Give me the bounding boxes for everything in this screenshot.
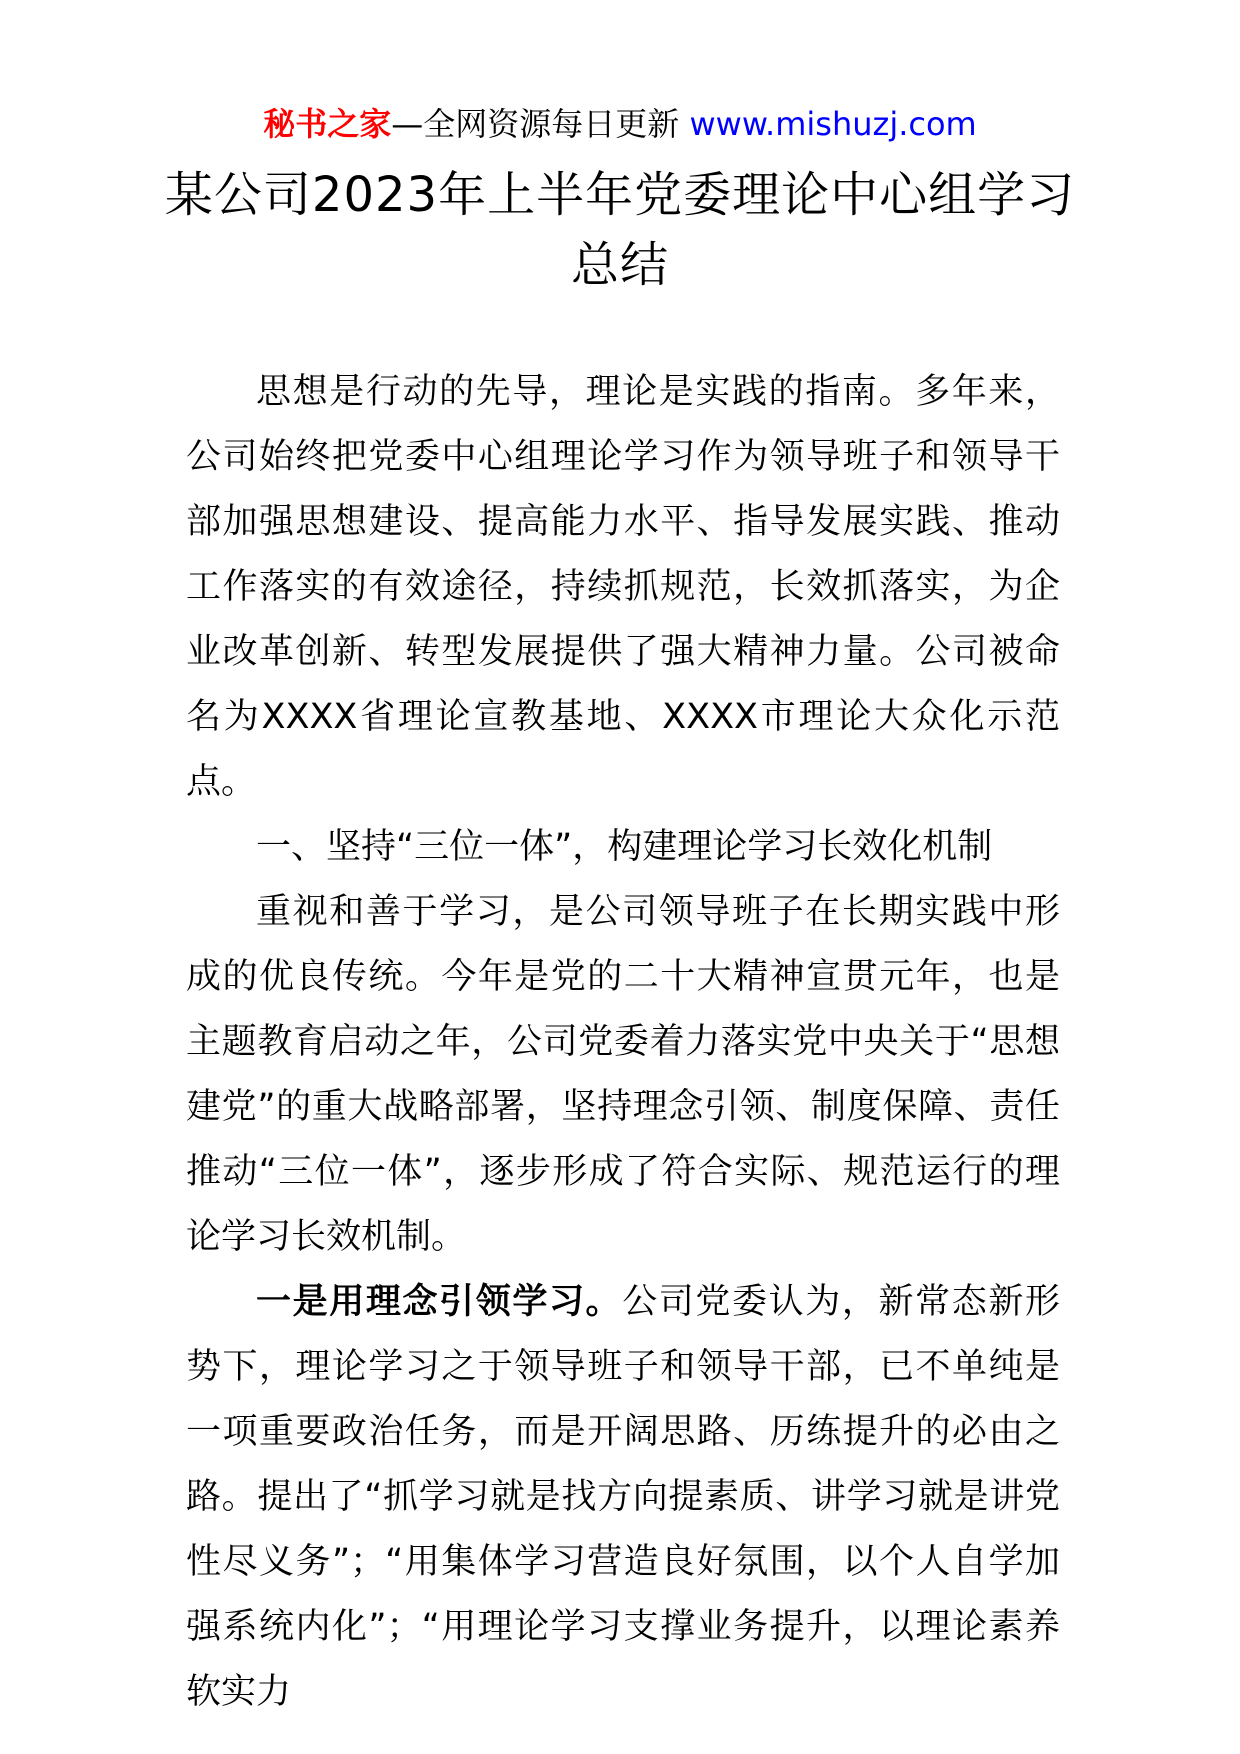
watermark-header <box>0 100 1240 148</box>
intro-paragraph: 思想是行动的先导，理论是实践的指南。多年来，公司始终把党委中心组理论学习作为领导班子和领导干部加强思想建设、提高能力水平、指导发展实践、推动工作落实的有效途径，持续抓规范，长效抓落实，为企业改革创新、转型发展提供了强大精神力量。公司被命名为XXXX省理论宣教基地、XXXX市理论大众化示范点。 <box>186 372 1060 802</box>
section-1-paragraph: 重视和善于学习，是公司领导班子在长期实践中形成的优良传统。今年是党的二十大精神宣贯元年，也是主题教育启动之年，公司党委着力落实党中央关于“思想建党”的重大战略部署，坚持理念引领、制度保障、责任推动“三位一体”，逐步形成了符合实际、规范运行的理论学习长效机制。 <box>186 892 1060 1257</box>
brand-name: 秘书之家 <box>263 105 392 143</box>
document-title: 某公司2023年上半年党委理论中心组学习总结 <box>164 167 1076 293</box>
site-url-link[interactable]: www.mishuzj.com <box>689 105 977 143</box>
section-heading-1: 一、坚持“三位一体”，构建理论学习长效化机制 <box>256 827 993 867</box>
point-1-lead: 一是用理念引领学习。 <box>256 1282 623 1322</box>
point-1-text: 公司党委认为，新常态新形势下，理论学习之于领导班子和领导干部，已不单纯是一项重要政治任务，而是开阔思路、历练提升的必由之路。提出了“抓学习就是找方向提素质、讲学习就是讲党性尽义务”；“用集体学习营造良好氛围，以个人自学加强系统内化”；“用理论学习支撑业务提升，以理论素养软实力 <box>186 1282 1060 1712</box>
document-body <box>186 360 1060 1725</box>
point-1-paragraph <box>186 1270 1060 1725</box>
header-tagline: —全网资源每日更新 <box>391 105 690 143</box>
